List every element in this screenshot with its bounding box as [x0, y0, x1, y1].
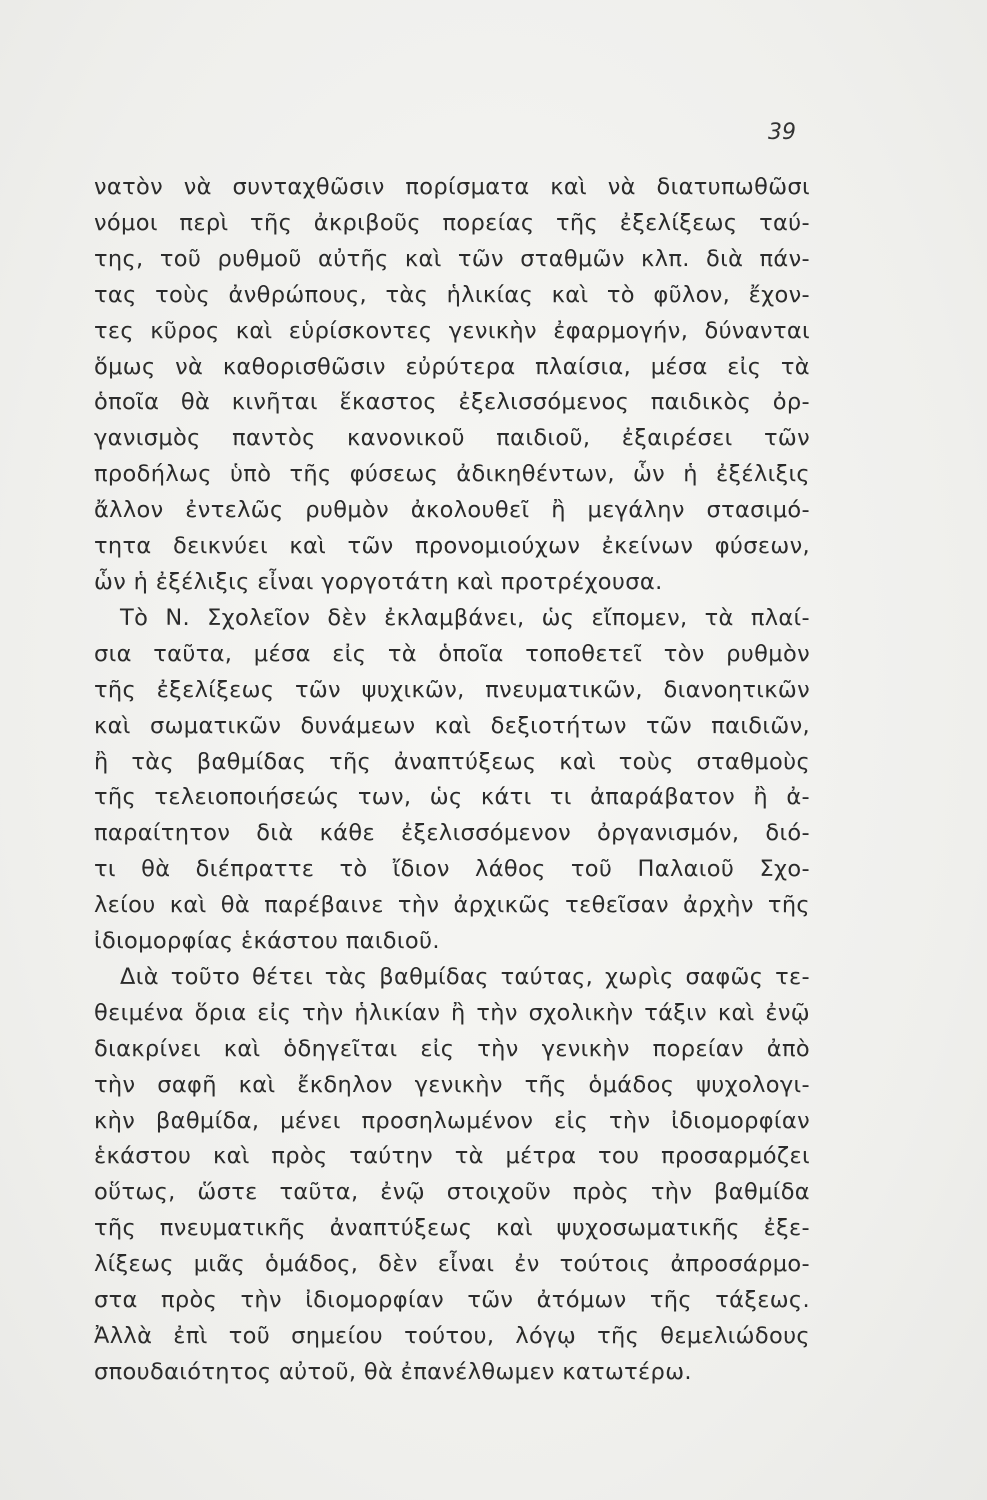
text-line: ὁποῖα θὰ κινῆται ἕκαστος ἐξελισσόμενος παιδικὸς ὀρ- — [94, 389, 810, 416]
text-line: κὴν βαθμίδα, μένει προσηλωμένον εἰς τὴν ἰδιομορφίαν — [94, 1107, 810, 1134]
text-line: λίξεως μιᾶς ὁμάδος, δὲν εἶναι ἐν τούτοις ἀπροσάρμο- — [94, 1251, 810, 1278]
text-line: ἄλλον ἐντελῶς ρυθμὸν ἀκολουθεῖ ἢ μεγάλην στασιμό- — [94, 497, 810, 524]
text-line: οὕτως, ὥστε ταῦτα, ἐνῷ στοιχοῦν πρὸς τὴν βαθμίδα — [94, 1179, 810, 1206]
text-line: νόμοι περὶ τῆς ἀκριβοῦς πορείας τῆς ἐξελίξεως ταύ- — [94, 209, 810, 236]
text-line: ἢ τὰς βαθμίδας τῆς ἀναπτύξεως καὶ τοὺς σταθμοὺς — [94, 748, 810, 775]
text-line: τας τοὺς ἀνθρώπους, τὰς ἡλικίας καὶ τὸ φῦλον, ἔχον- — [94, 281, 810, 308]
text-line: λείου καὶ θὰ παρέβαινε τὴν ἀρχικῶς τεθεῖσαν ἀρχὴν τῆς — [94, 892, 810, 919]
text-line: τητα δεικνύει καὶ τῶν προνομιούχων ἐκείνων φύσεων, — [94, 533, 810, 560]
paragraph-start-line: Διὰ τοῦτο θέτει τὰς βαθμίδας ταύτας, χωρὶς σαφῶς τε- — [120, 963, 810, 990]
text-line: νατὸν νὰ συνταχθῶσιν πορίσματα καὶ νὰ διατυπωθῶσι — [94, 174, 810, 200]
paragraph-start-line: Τὸ Ν. Σχολεῖον δὲν ἐκλαμβάνει, ὡς εἴπομεν, τὰ πλαί- — [120, 604, 810, 631]
text-line: τῆς πνευματικῆς ἀναπτύξεως καὶ ψυχοσωματικῆς ἐξε- — [94, 1215, 810, 1242]
text-line: διακρίνει καὶ ὁδηγεῖται εἰς τὴν γενικὴν πορείαν ἀπὸ — [94, 1035, 810, 1062]
text-line: σια ταῦτα, μέσα εἰς τὰ ὁποῖα τοποθετεῖ τὸν ρυθμὸν — [94, 640, 810, 667]
text-line: παραίτητον διὰ κάθε ἐξελισσόμενον ὀργανισμόν, διό- — [94, 820, 810, 847]
text-line: τῆς ἐξελίξεως τῶν ψυχικῶν, πνευματικῶν, διανοητικῶν — [94, 676, 810, 703]
text-line: της, τοῦ ρυθμοῦ αὐτῆς καὶ τῶν σταθμῶν κλπ. διὰ πάν- — [94, 245, 810, 272]
text-line: τὴν σαφῆ καὶ ἔκδηλον γενικὴν τῆς ὁμάδος ψυχολογι- — [94, 1071, 810, 1098]
text-line: Ἀλλὰ ἐπὶ τοῦ σημείου τούτου, λόγῳ τῆς θεμελιώδους — [94, 1323, 810, 1349]
body-text — [94, 170, 810, 1391]
text-line: σπουδαιότητος αὐτοῦ, θὰ ἐπανέλθωμεν κατωτέρω. — [94, 1358, 692, 1385]
text-line: τῆς τελειοποιήσεώς των, ὡς κάτι τι ἀπαράβατον ἢ ἀ- — [94, 784, 810, 811]
text-line: ἑκάστου καὶ πρὸς ταύτην τὰ μέτρα του προσαρμόζει — [94, 1143, 810, 1170]
text-line: τες κῦρος καὶ εὑρίσκοντες γενικὴν ἐφαρμογήν, δύνανται — [94, 317, 810, 344]
page-number: 39 — [768, 120, 796, 145]
text-line: ὧν ἡ ἐξέλιξις εἶναι γοργοτάτη καὶ προτρέχουσα. — [94, 568, 663, 595]
text-line: ἰδιομορφίας ἑκάστου παιδιοῦ. — [94, 928, 440, 955]
text-line: ὅμως νὰ καθορισθῶσιν εὐρύτερα πλαίσια, μέσα εἰς τὰ — [94, 353, 810, 380]
text-line: θειμένα ὅρια εἰς τὴν ἡλικίαν ἢ τὴν σχολικὴν τάξιν καὶ ἐνῷ — [94, 999, 810, 1026]
text-line: γανισμὸς παντὸς κανονικοῦ παιδιοῦ, ἐξαιρέσει τῶν — [94, 425, 810, 452]
text-line: τι θὰ διέπραττε τὸ ἴδιον λάθος τοῦ Παλαιοῦ Σχο- — [94, 856, 810, 883]
text-line: προδήλως ὑπὸ τῆς φύσεως ἀδικηθέντων, ὧν ἡ ἐξέλιξις — [94, 461, 810, 488]
text-line: καὶ σωματικῶν δυνάμεων καὶ δεξιοτήτων τῶν παιδιῶν, — [94, 712, 810, 739]
text-line: στα πρὸς τὴν ἰδιομορφίαν τῶν ἀτόμων τῆς τάξεως. — [94, 1287, 810, 1314]
